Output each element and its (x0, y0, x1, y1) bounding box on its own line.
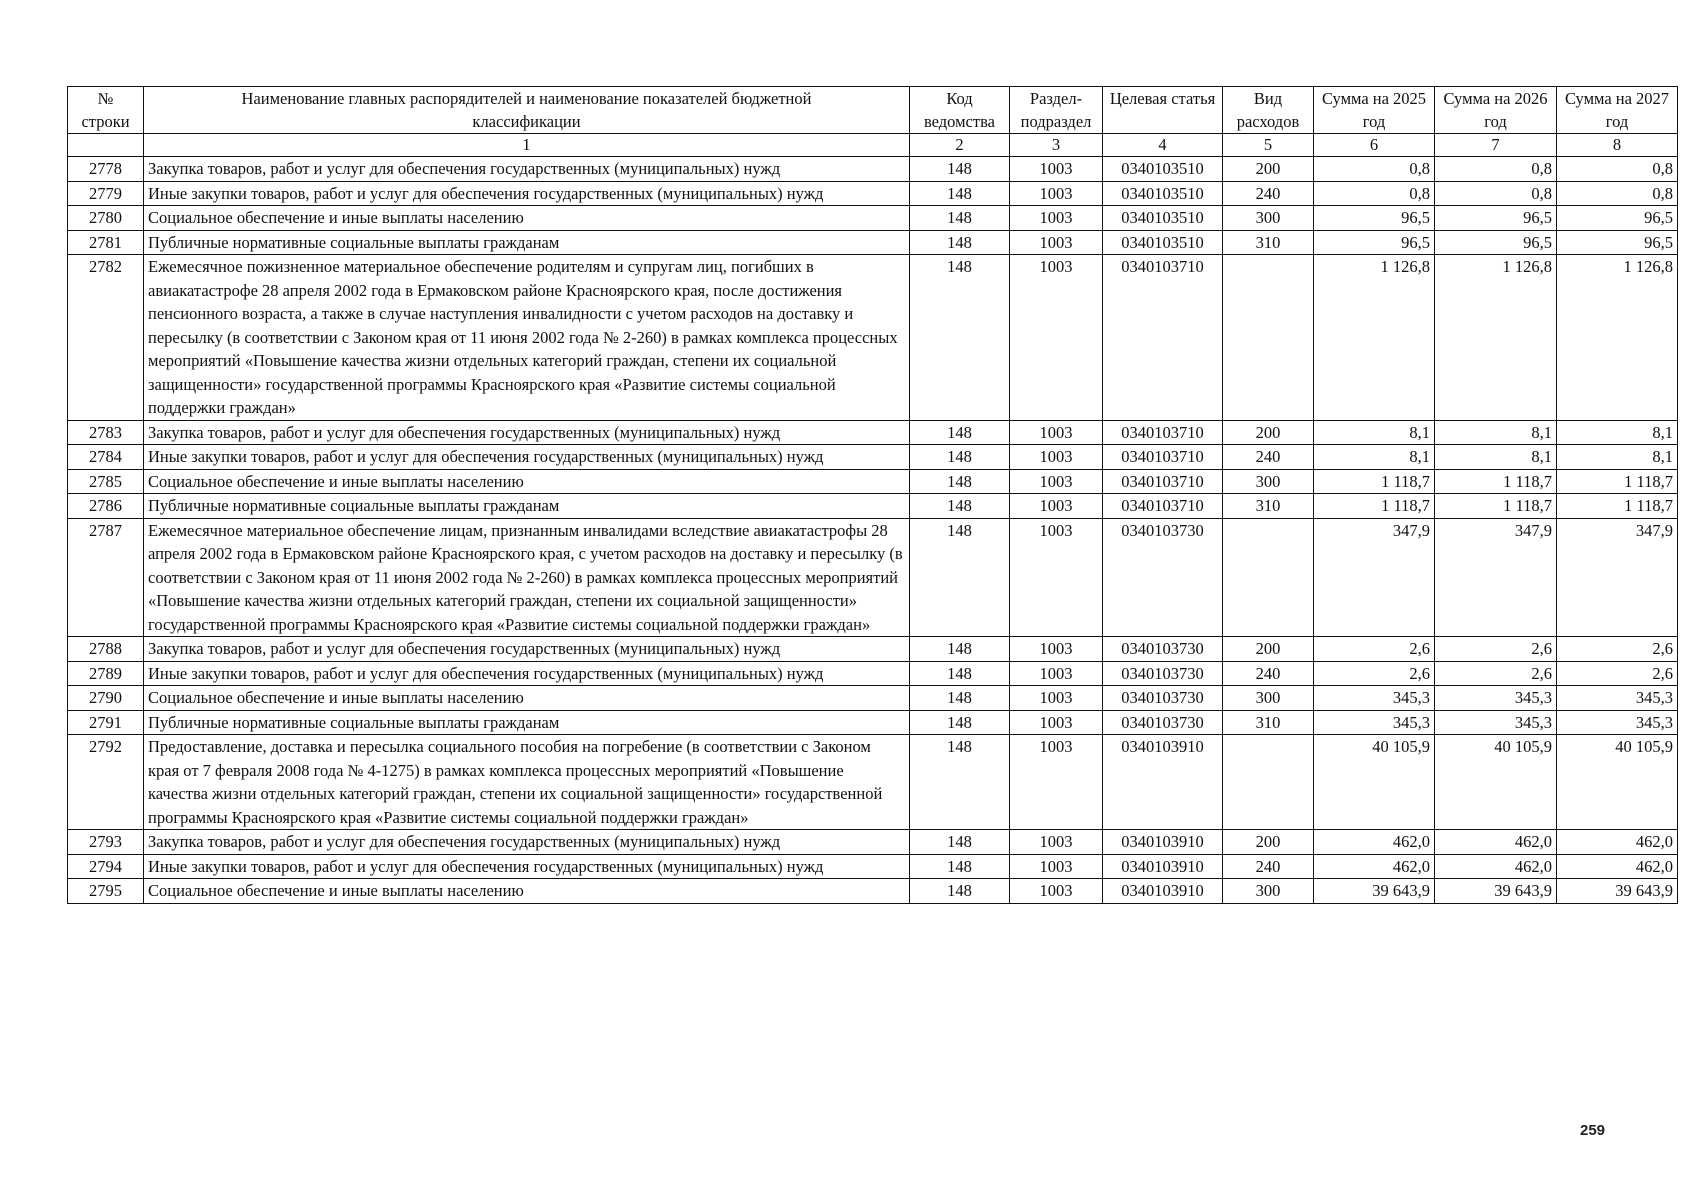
budget-table (67, 86, 1678, 904)
row-number-cell: 2778 (68, 157, 144, 182)
sum-2027-cell: 345,3 (1557, 686, 1678, 711)
section-cell: 1003 (1010, 661, 1103, 686)
table-row (68, 445, 1678, 470)
row-number-cell: 2782 (68, 255, 144, 421)
expense-type-cell: 240 (1223, 445, 1314, 470)
row-name-cell: Предоставление, доставка и пересылка социального пособия на погребение (в соответствии с Законом края от 7 февраля 2008 года № 4-1275) в рамках комплекса процессных мероприятий «Повышение качества жизни отдельных категорий граждан, степени их социальной защищенности» государственной программы Красноярского края «Развитие системы социальной поддержки граждан» (144, 735, 910, 830)
section-cell: 1003 (1010, 445, 1103, 470)
row-number-cell: 2788 (68, 637, 144, 662)
sum-2026-cell: 2,6 (1435, 637, 1557, 662)
expense-type-cell: 240 (1223, 661, 1314, 686)
target-cell: 0340103510 (1103, 181, 1223, 206)
sum-2026-cell: 1 118,7 (1435, 494, 1557, 519)
sum-2026-cell: 39 643,9 (1435, 879, 1557, 904)
expense-type-cell: 300 (1223, 879, 1314, 904)
sum-2026-cell: 8,1 (1435, 445, 1557, 470)
row-number-cell: 2794 (68, 854, 144, 879)
row-number-cell: 2792 (68, 735, 144, 830)
table-row (68, 157, 1678, 182)
row-name-cell: Социальное обеспечение и иные выплаты населению (144, 206, 910, 231)
target-cell: 0340103910 (1103, 830, 1223, 855)
row-name-cell: Публичные нормативные социальные выплаты гражданам (144, 494, 910, 519)
sum-2027-cell: 347,9 (1557, 518, 1678, 637)
dept-code-cell: 148 (910, 181, 1010, 206)
section-cell: 1003 (1010, 420, 1103, 445)
section-cell: 1003 (1010, 181, 1103, 206)
dept-code-cell: 148 (910, 854, 1010, 879)
row-number-cell: 2787 (68, 518, 144, 637)
dept-code-cell: 148 (910, 735, 1010, 830)
section-cell: 1003 (1010, 255, 1103, 421)
header-dept-code: Код ведомства (910, 87, 1010, 134)
dept-code-cell: 148 (910, 157, 1010, 182)
expense-type-cell: 310 (1223, 494, 1314, 519)
row-name-cell: Иные закупки товаров, работ и услуг для обеспечения государственных (муниципальных) нужд (144, 445, 910, 470)
expense-type-cell: 240 (1223, 181, 1314, 206)
sum-2027-cell: 8,1 (1557, 420, 1678, 445)
target-cell: 0340103710 (1103, 255, 1223, 421)
dept-code-cell: 148 (910, 879, 1010, 904)
row-name-cell: Социальное обеспечение и иные выплаты населению (144, 686, 910, 711)
table-row (68, 854, 1678, 879)
sum-2025-cell: 1 126,8 (1314, 255, 1435, 421)
column-index: 3 (1010, 134, 1103, 157)
row-number-cell: 2795 (68, 879, 144, 904)
section-cell: 1003 (1010, 206, 1103, 231)
column-index: 2 (910, 134, 1010, 157)
dept-code-cell: 148 (910, 206, 1010, 231)
row-name-cell: Закупка товаров, работ и услуг для обеспечения государственных (муниципальных) нужд (144, 420, 910, 445)
sum-2025-cell: 8,1 (1314, 445, 1435, 470)
expense-type-cell: 200 (1223, 830, 1314, 855)
sum-2025-cell: 0,8 (1314, 157, 1435, 182)
dept-code-cell: 148 (910, 518, 1010, 637)
sum-2026-cell: 8,1 (1435, 420, 1557, 445)
dept-code-cell: 148 (910, 830, 1010, 855)
sum-2027-cell: 2,6 (1557, 637, 1678, 662)
row-number-cell: 2789 (68, 661, 144, 686)
row-name-cell: Закупка товаров, работ и услуг для обеспечения государственных (муниципальных) нужд (144, 157, 910, 182)
target-cell: 0340103710 (1103, 445, 1223, 470)
dept-code-cell: 148 (910, 420, 1010, 445)
sum-2026-cell: 0,8 (1435, 181, 1557, 206)
target-cell: 0340103730 (1103, 661, 1223, 686)
section-cell: 1003 (1010, 830, 1103, 855)
row-name-cell: Закупка товаров, работ и услуг для обеспечения государственных (муниципальных) нужд (144, 830, 910, 855)
row-name-cell: Публичные нормативные социальные выплаты гражданам (144, 710, 910, 735)
table-row (68, 469, 1678, 494)
target-cell: 0340103910 (1103, 735, 1223, 830)
table-row (68, 494, 1678, 519)
sum-2025-cell: 39 643,9 (1314, 879, 1435, 904)
sum-2027-cell: 96,5 (1557, 206, 1678, 231)
row-name-cell: Публичные нормативные социальные выплаты гражданам (144, 230, 910, 255)
section-cell: 1003 (1010, 518, 1103, 637)
sum-2025-cell: 345,3 (1314, 686, 1435, 711)
expense-type-cell: 200 (1223, 420, 1314, 445)
target-cell: 0340103710 (1103, 469, 1223, 494)
sum-2027-cell: 1 118,7 (1557, 469, 1678, 494)
sum-2025-cell: 8,1 (1314, 420, 1435, 445)
row-name-cell: Ежемесячное пожизненное материальное обеспечение родителям и супругам лиц, погибших в авиакатастрофе 28 апреля 2002 года в Ермаковском районе Красноярского края, после достижения пенсионного возраста, а также в случае наступления инвалидности с учетом расходов на доставку и пересылку (в соответствии с Законом края от 11 июня 2002 года № 2-260) в рамках комплекса процессных мероприятий «Повышение качества жизни отдельных категорий граждан, степени их социальной защищенности» государственной программы Красноярского края «Развитие системы социальной поддержки граждан» (144, 255, 910, 421)
sum-2026-cell: 462,0 (1435, 830, 1557, 855)
sum-2027-cell: 8,1 (1557, 445, 1678, 470)
column-index: 7 (1435, 134, 1557, 157)
sum-2027-cell: 0,8 (1557, 157, 1678, 182)
sum-2025-cell: 345,3 (1314, 710, 1435, 735)
sum-2027-cell: 462,0 (1557, 830, 1678, 855)
sum-2027-cell: 2,6 (1557, 661, 1678, 686)
row-name-cell: Закупка товаров, работ и услуг для обеспечения государственных (муниципальных) нужд (144, 637, 910, 662)
sum-2027-cell: 0,8 (1557, 181, 1678, 206)
section-cell: 1003 (1010, 494, 1103, 519)
target-cell: 0340103510 (1103, 206, 1223, 231)
table-row (68, 830, 1678, 855)
row-name-cell: Ежемесячное материальное обеспечение лицам, признанным инвалидами вследствие авиакатастрофы 28 апреля 2002 года в Ермаковском районе Красноярского края, с учетом расходов на доставку и пересылку (в соответствии с Законом края от 11 июня 2002 года № 2-260) в рамках комплекса процессных мероприятий «Повышение качества жизни отдельных категорий граждан, степени их социальной защищенности» государственной программы Красноярского края «Развитие системы социальной поддержки граждан» (144, 518, 910, 637)
row-number-cell: 2793 (68, 830, 144, 855)
expense-type-cell (1223, 518, 1314, 637)
table-row (68, 181, 1678, 206)
header-name: Наименование главных распорядителей и наименование показателей бюджетной классификации (144, 87, 910, 134)
table-row (68, 686, 1678, 711)
column-index: 8 (1557, 134, 1678, 157)
row-name-cell: Иные закупки товаров, работ и услуг для обеспечения государственных (муниципальных) нужд (144, 661, 910, 686)
budget-document (67, 86, 1677, 904)
target-cell: 0340103910 (1103, 854, 1223, 879)
row-name-cell: Социальное обеспечение и иные выплаты населению (144, 879, 910, 904)
row-number-cell: 2785 (68, 469, 144, 494)
row-name-cell: Иные закупки товаров, работ и услуг для обеспечения государственных (муниципальных) нужд (144, 181, 910, 206)
target-cell: 0340103710 (1103, 494, 1223, 519)
sum-2026-cell: 2,6 (1435, 661, 1557, 686)
sum-2025-cell: 462,0 (1314, 854, 1435, 879)
row-number-cell: 2781 (68, 230, 144, 255)
column-index: 6 (1314, 134, 1435, 157)
sum-2026-cell: 345,3 (1435, 686, 1557, 711)
sum-2025-cell: 0,8 (1314, 181, 1435, 206)
table-row (68, 206, 1678, 231)
section-cell: 1003 (1010, 854, 1103, 879)
dept-code-cell: 148 (910, 710, 1010, 735)
section-cell: 1003 (1010, 879, 1103, 904)
sum-2026-cell: 96,5 (1435, 230, 1557, 255)
expense-type-cell: 300 (1223, 469, 1314, 494)
sum-2025-cell: 1 118,7 (1314, 469, 1435, 494)
table-row (68, 230, 1678, 255)
dept-code-cell: 148 (910, 686, 1010, 711)
dept-code-cell: 148 (910, 255, 1010, 421)
row-name-cell: Иные закупки товаров, работ и услуг для обеспечения государственных (муниципальных) нужд (144, 854, 910, 879)
sum-2026-cell: 1 118,7 (1435, 469, 1557, 494)
sum-2027-cell: 39 643,9 (1557, 879, 1678, 904)
sum-2027-cell: 462,0 (1557, 854, 1678, 879)
dept-code-cell: 148 (910, 469, 1010, 494)
header-sum-2027: Сумма на 2027 год (1557, 87, 1678, 134)
expense-type-cell: 200 (1223, 637, 1314, 662)
sum-2025-cell: 96,5 (1314, 230, 1435, 255)
sum-2026-cell: 1 126,8 (1435, 255, 1557, 421)
column-index-row (68, 134, 1678, 157)
expense-type-cell (1223, 255, 1314, 421)
dept-code-cell: 148 (910, 494, 1010, 519)
sum-2027-cell: 1 118,7 (1557, 494, 1678, 519)
header-row-no: № строки (68, 87, 144, 134)
sum-2026-cell: 0,8 (1435, 157, 1557, 182)
table-row (68, 255, 1678, 421)
sum-2027-cell: 345,3 (1557, 710, 1678, 735)
row-number-cell: 2783 (68, 420, 144, 445)
expense-type-cell: 310 (1223, 710, 1314, 735)
section-cell: 1003 (1010, 230, 1103, 255)
target-cell: 0340103510 (1103, 230, 1223, 255)
header-sum-2026: Сумма на 2026 год (1435, 87, 1557, 134)
target-cell: 0340103910 (1103, 879, 1223, 904)
dept-code-cell: 148 (910, 661, 1010, 686)
header-target: Целевая статья (1103, 87, 1223, 134)
expense-type-cell (1223, 735, 1314, 830)
table-body (68, 157, 1678, 904)
row-number-cell: 2784 (68, 445, 144, 470)
sum-2025-cell: 462,0 (1314, 830, 1435, 855)
page-number: 259 (1580, 1122, 1606, 1139)
row-number-cell: 2779 (68, 181, 144, 206)
sum-2027-cell: 96,5 (1557, 230, 1678, 255)
dept-code-cell: 148 (910, 445, 1010, 470)
target-cell: 0340103730 (1103, 518, 1223, 637)
expense-type-cell: 240 (1223, 854, 1314, 879)
target-cell: 0340103710 (1103, 420, 1223, 445)
section-cell: 1003 (1010, 710, 1103, 735)
section-cell: 1003 (1010, 637, 1103, 662)
section-cell: 1003 (1010, 157, 1103, 182)
table-row (68, 710, 1678, 735)
table-row (68, 661, 1678, 686)
sum-2025-cell: 96,5 (1314, 206, 1435, 231)
sum-2027-cell: 1 126,8 (1557, 255, 1678, 421)
header-exp-type: Вид расходов (1223, 87, 1314, 134)
column-index: 5 (1223, 134, 1314, 157)
dept-code-cell: 148 (910, 230, 1010, 255)
row-number-cell: 2791 (68, 710, 144, 735)
sum-2025-cell: 40 105,9 (1314, 735, 1435, 830)
table-row (68, 637, 1678, 662)
sum-2026-cell: 96,5 (1435, 206, 1557, 231)
section-cell: 1003 (1010, 469, 1103, 494)
target-cell: 0340103730 (1103, 710, 1223, 735)
table-row (68, 735, 1678, 830)
target-cell: 0340103510 (1103, 157, 1223, 182)
sum-2026-cell: 347,9 (1435, 518, 1557, 637)
sum-2025-cell: 1 118,7 (1314, 494, 1435, 519)
row-number-cell: 2790 (68, 686, 144, 711)
column-index: 1 (144, 134, 910, 157)
table-row (68, 879, 1678, 904)
expense-type-cell: 300 (1223, 206, 1314, 231)
row-number-cell: 2780 (68, 206, 144, 231)
header-sum-2025: Сумма на 2025 год (1314, 87, 1435, 134)
section-cell: 1003 (1010, 686, 1103, 711)
row-number-cell: 2786 (68, 494, 144, 519)
section-cell: 1003 (1010, 735, 1103, 830)
row-name-cell: Социальное обеспечение и иные выплаты населению (144, 469, 910, 494)
sum-2027-cell: 40 105,9 (1557, 735, 1678, 830)
header-section: Раздел-подраздел (1010, 87, 1103, 134)
sum-2026-cell: 345,3 (1435, 710, 1557, 735)
expense-type-cell: 200 (1223, 157, 1314, 182)
sum-2025-cell: 2,6 (1314, 637, 1435, 662)
header-row (68, 87, 1678, 134)
table-row (68, 518, 1678, 637)
sum-2026-cell: 40 105,9 (1435, 735, 1557, 830)
column-index: 4 (1103, 134, 1223, 157)
expense-type-cell: 310 (1223, 230, 1314, 255)
dept-code-cell: 148 (910, 637, 1010, 662)
table-header (68, 87, 1678, 157)
sum-2025-cell: 2,6 (1314, 661, 1435, 686)
target-cell: 0340103730 (1103, 686, 1223, 711)
sum-2026-cell: 462,0 (1435, 854, 1557, 879)
expense-type-cell: 300 (1223, 686, 1314, 711)
column-index (68, 134, 144, 157)
table-row (68, 420, 1678, 445)
target-cell: 0340103730 (1103, 637, 1223, 662)
sum-2025-cell: 347,9 (1314, 518, 1435, 637)
